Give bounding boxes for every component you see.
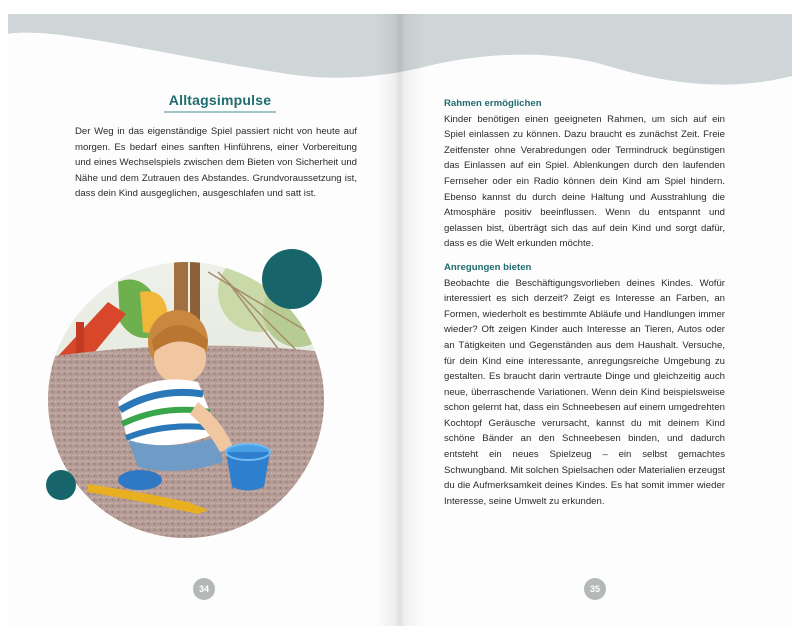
- page-title: Alltagsimpulse: [164, 92, 276, 113]
- section-text-anregungen: Beobachte die Beschäftigungsvorlieben deines Kindes. Wofür interessiert es sich derzeit? Zeigt es Interesse an Farben, an Formen, wiederholt es bestimmte Abläufe und Handlungen immer wieder? Oft zeigen Kinder auch Interesse an Tieren, Autos oder an Tätigkeiten und Gegenständen aus dem Haushalt. Versuche, für dein Kind eine interessante, anregungsreiche Umgebung zu gestalten. Es braucht darin vertraute Dinge und gleichzeitig auch neue, überraschende Variationen. Wenn dein Kind beispielsweise schon gelernt hat, dass ein Schneebesen auf einem umgedrehten Kochtopf Geräusche verursacht, kannst du mit deinem Kind schöne Bänder an den Schneebesen binden, und dadurch entsteht ein neues Spielzeug – ein selbst gemachtes Schwungband. Mit solchen Spielsachen oder Materialien erzeugst du die Aufmerksamkeit deines Kindes. Es hat somit immer wieder Interesse, seine Umwelt zu erkunden.: [444, 277, 725, 507]
- intro-paragraph: Der Weg in das eigenständige Spiel passiert nicht von heute auf morgen. Es bedarf eines sanften Hinführens, einer Vorbereitung und eines Wechselspiels zwischen dem Bieten von Sicherheit und Nähe und dem Zutrauen des Abstandes. Grundvoraussetzung ist, dass dein Kind ausgeglichen, ausgeschlafen und satt ist.: [75, 126, 357, 200]
- section-heading-anregungen: Anregungen bieten: [444, 261, 532, 273]
- right-column: [444, 96, 725, 509]
- decorative-circle-large: [262, 249, 322, 309]
- section-text-rahmen: Kinder benötigen einen geeigneten Rahmen, um sich auf ein Spiel einlassen zu können. Dazu braucht es zunächst Zeit. Freie Zeitfenster ohne Verabredungen oder Termindruck begünstigen das Einlassen auf ein Spiel. Ablenkungen durch den laufenden Fernseher oder ein Radio können dein Kind am Spiel hindern. Ebenso kannst du durch deine Haltung und Ausstrahlung die Atmosphäre positiv beeinflussen. Wenn du entspannt und gelassen bist, überträgt sich das auf dein Kind und sorgt dafür, dass es die Welt erkunden möchte.: [444, 113, 725, 250]
- section-heading-rahmen: Rahmen ermöglichen: [444, 98, 542, 109]
- page-number-right: 35: [584, 578, 606, 600]
- header-wave-decoration: [8, 14, 792, 94]
- decorative-circle-small: [46, 470, 76, 500]
- page-number-left: 34: [193, 578, 215, 600]
